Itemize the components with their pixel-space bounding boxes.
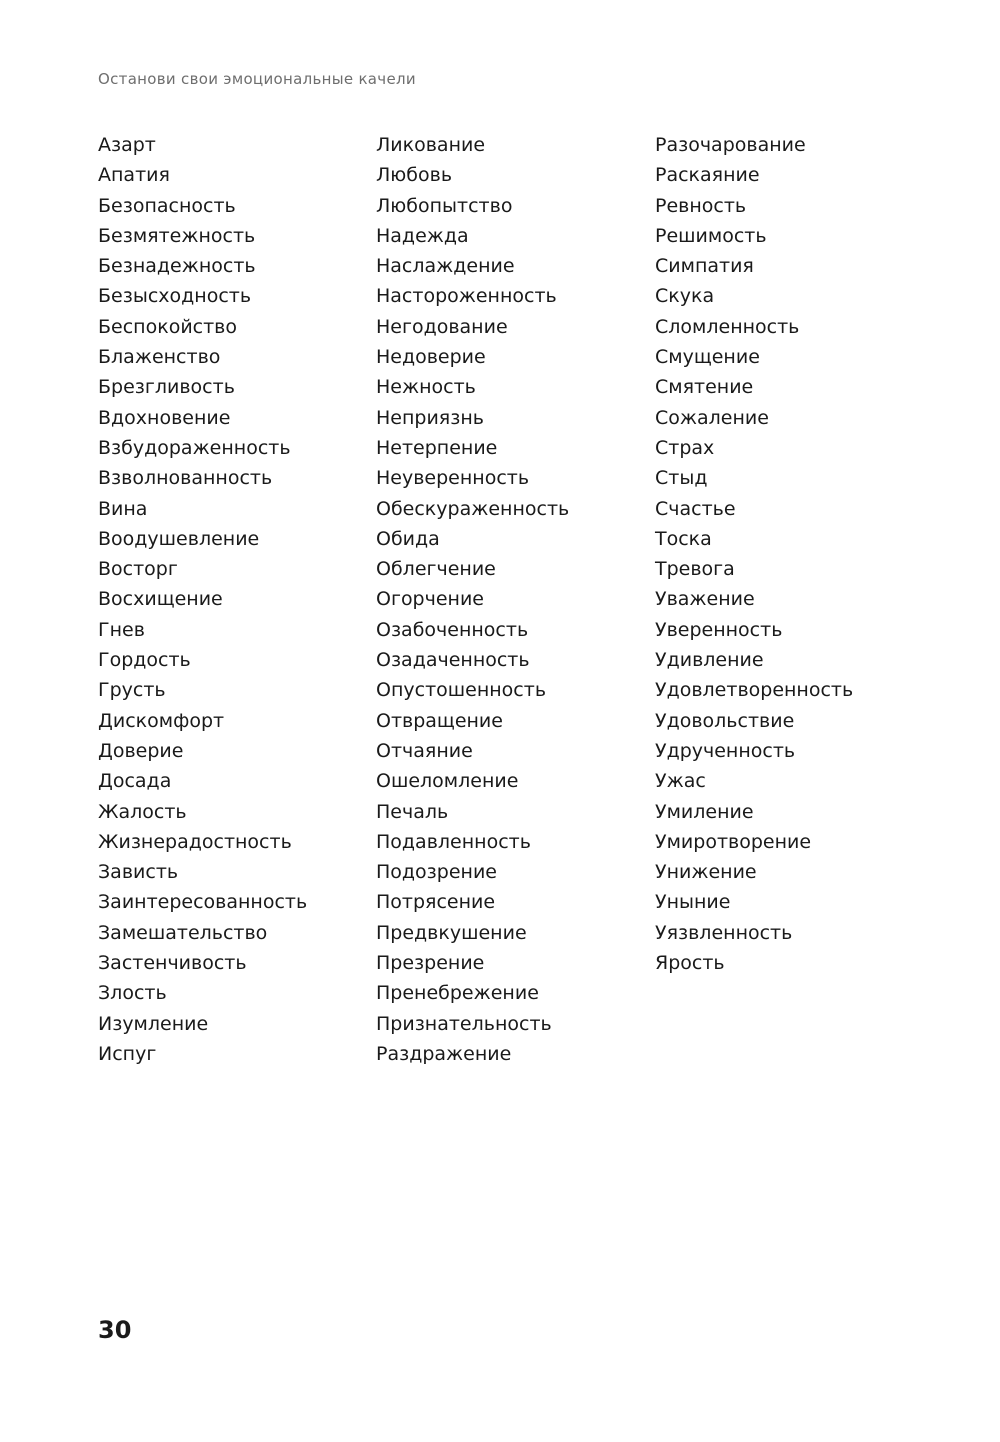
emotion-word: Восторг [98, 558, 178, 581]
emotion-word: Удовлетворенность [655, 679, 854, 702]
emotion-word: Унижение [655, 861, 757, 884]
emotion-word: Признательность [376, 1012, 552, 1035]
emotion-word: Уважение [655, 588, 755, 611]
emotion-word: Безмятежность [98, 224, 256, 247]
emotion-word: Доверие [98, 739, 184, 762]
emotion-word: Предвкушение [376, 921, 527, 944]
emotion-word: Ошеломление [376, 770, 519, 793]
emotion-word: Сожаление [655, 406, 769, 429]
emotion-word: Грусть [98, 679, 166, 702]
emotion-word: Безнадежность [98, 255, 256, 278]
emotion-word: Воодушевление [98, 527, 260, 550]
emotion-word: Удовольствие [655, 709, 795, 732]
emotion-word: Взволнованность [98, 467, 273, 490]
emotion-word: Блаженство [98, 346, 221, 369]
emotion-word: Нежность [376, 376, 476, 399]
emotion-word: Взбудораженность [98, 436, 291, 459]
emotion-word: Отвращение [376, 709, 503, 732]
emotion-word: Скука [655, 285, 715, 308]
emotion-word: Уныние [655, 891, 731, 914]
emotion-word: Симпатия [655, 255, 754, 278]
emotion-word: Смятение [655, 376, 754, 399]
emotion-word: Замешательство [98, 921, 268, 944]
emotion-word: Зависть [98, 861, 179, 884]
emotion-word: Заинтересованность [98, 891, 308, 914]
emotion-word: Пренебрежение [376, 982, 539, 1005]
emotion-word: Удрученность [655, 739, 796, 762]
emotion-word: Тревога [655, 558, 735, 581]
emotion-word: Решимость [655, 224, 767, 247]
emotion-word: Неуверенность [376, 467, 530, 490]
emotion-word: Беспокойство [98, 315, 238, 338]
emotion-column-3 [655, 130, 853, 978]
emotion-word: Досада [98, 770, 172, 793]
emotion-word: Потрясение [376, 891, 496, 914]
emotion-word: Безопасность [98, 194, 236, 217]
emotion-word: Презрение [376, 952, 485, 975]
emotion-column-1 [98, 130, 307, 1069]
emotion-word: Брезгливость [98, 376, 235, 399]
emotion-word: Отчаяние [376, 739, 473, 762]
emotion-word: Неприязнь [376, 406, 484, 429]
page-number: 30 [98, 1316, 132, 1344]
emotion-word: Дискомфорт [98, 709, 225, 732]
emotion-word: Гнев [98, 618, 145, 641]
emotion-word: Нетерпение [376, 436, 498, 459]
emotion-word: Страх [655, 436, 715, 459]
emotion-word: Огорчение [376, 588, 484, 611]
emotion-word: Озадаченность [376, 649, 530, 672]
emotion-word: Смущение [655, 346, 760, 369]
emotion-word: Раскаяние [655, 164, 760, 187]
emotion-word: Надежда [376, 224, 469, 247]
emotion-word: Азарт [98, 134, 156, 156]
emotion-word: Уверенность [655, 618, 783, 641]
emotion-word: Удивление [655, 649, 764, 672]
emotion-word: Стыд [655, 467, 708, 490]
emotion-word: Тоска [655, 527, 712, 550]
emotion-word: Подавленность [376, 830, 531, 853]
emotion-word: Ужас [655, 770, 706, 793]
emotion-word: Ярость [655, 952, 725, 975]
emotion-word: Апатия [98, 164, 170, 187]
emotion-word: Злость [98, 982, 167, 1005]
emotion-word: Жизнерадостность [98, 830, 292, 853]
emotion-word: Настороженность [376, 285, 557, 308]
emotion-word: Подозрение [376, 861, 497, 884]
emotion-word: Облегчение [376, 558, 496, 581]
emotion-word: Восхищение [98, 588, 223, 611]
emotion-word: Разочарование [655, 134, 806, 156]
emotion-word: Изумление [98, 1012, 209, 1035]
emotion-word: Обескураженность [376, 497, 570, 520]
emotion-column-2 [376, 130, 569, 1069]
running-header-title: Останови свои эмоциональные качели [98, 70, 416, 88]
emotion-word: Вина [98, 497, 148, 520]
emotion-word: Опустошенность [376, 679, 547, 702]
emotion-word: Уязвленность [655, 921, 793, 944]
emotion-word: Раздражение [376, 1042, 512, 1065]
emotion-word: Недоверие [376, 346, 486, 369]
emotion-word: Наслаждение [376, 255, 515, 278]
emotion-word: Любопытство [376, 194, 513, 217]
emotion-word: Умиротворение [655, 830, 812, 853]
emotion-word: Любовь [376, 164, 453, 187]
emotion-word: Застенчивость [98, 952, 247, 975]
emotion-word: Негодование [376, 315, 508, 338]
emotion-word: Счастье [655, 497, 736, 520]
emotion-word: Жалость [98, 800, 187, 823]
emotion-word: Сломленность [655, 315, 800, 338]
emotion-word: Озабоченность [376, 618, 529, 641]
emotion-word: Умиление [655, 800, 754, 823]
emotion-word: Печаль [376, 800, 449, 823]
emotion-word: Испуг [98, 1042, 157, 1065]
emotion-word: Ликование [376, 134, 486, 156]
emotion-word: Обида [376, 527, 440, 550]
emotion-word: Гордость [98, 649, 191, 672]
emotion-word: Безысходность [98, 285, 252, 308]
emotion-word: Вдохновение [98, 406, 231, 429]
emotion-word: Ревность [655, 194, 747, 217]
